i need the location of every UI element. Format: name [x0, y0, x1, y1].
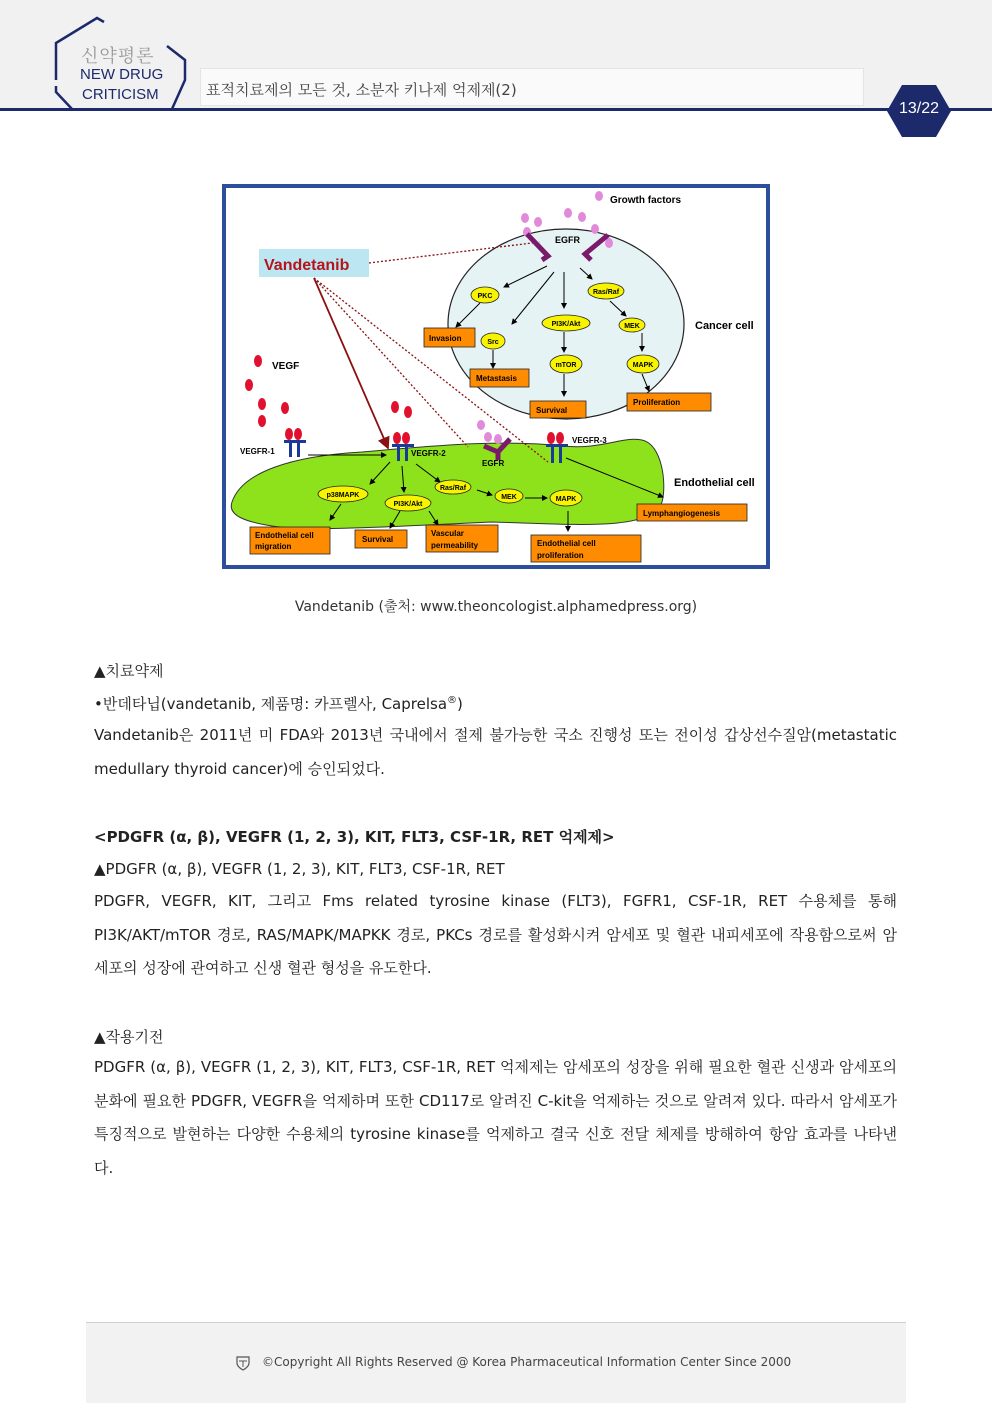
vandetanib-pathway-diagram — [222, 184, 770, 569]
egfr-bottom-label: EGFR — [482, 459, 505, 468]
section2-paragraph: PDGFR, VEGFR, KIT, 그리고 Fms related tyrosine kinase (FLT3), FGFR1, CSF-1R, RET 수용체를 통해 PI3K/AKT/mTOR 경로, RAS/MAPK/MAPKK 경로, PKCs 경로를 활성화시켜 암세포 및 혈관 내피세포에 작용함으로써 암세포의 성장에 관여하고 신생 혈관 형성을 유도한다. — [94, 892, 897, 977]
mapk-bottom-label: MAPK — [555, 496, 577, 503]
figure-caption: Vandetanib (출처: www.theoncologist.alphamedpress.org) — [294, 599, 698, 615]
vegfr1-label: VEGFR-1 — [240, 447, 275, 456]
section3-paragraph: PDGFR (α, β), VEGFR (1, 2, 3), KIT, FLT3, CSF-1R, RET 억제제는 암세포의 성장을 위해 필요한 혈관 신생과 암세포의 분화에 필요한 PDGFR, VEGFR을 억제하며 또한 CD117로 알려진 C-kit을 억제하는 것으로 알려져 있다. 따라서 암세포가 특징적으로 발현하는 다양한 수용체의 tyrosine kinase를 억제하고 결국 신호 전달 체제를 방해하여 항암 효과를 나타낸다. — [94, 1058, 898, 1177]
survival-bottom-label: Survival — [362, 535, 394, 544]
cancer-cell-label: Cancer cell — [695, 320, 754, 332]
mek-top-label: MEK — [624, 323, 640, 330]
vandetanib-label: Vandetanib — [264, 257, 350, 274]
section1-paragraph: Vandetanib은 2011년 미 FDA와 2013년 국내에서 절제 불가능한 국소 진행성 또는 전이성 갑상선수질암(metastatic medullary thyroid cancer)에 승인되었다. — [94, 726, 897, 778]
growth-factors-label: Growth factors — [610, 195, 682, 206]
ec-migration-label-1: Endothelial cell — [255, 531, 314, 540]
rasraf-top-label: Ras/Raf — [592, 289, 620, 296]
section1-drug-line — [94, 693, 463, 714]
src-label: Src — [487, 339, 499, 346]
pi3k-bottom-label: PI3K/Akt — [393, 501, 423, 508]
registered-mark: ® — [447, 695, 458, 706]
section2-title: <PDGFR (α, β), VEGFR (1, 2, 3), KIT, FLT3, CSF-1R, RET 억제제> — [94, 828, 615, 846]
page-number: 13/22 — [898, 100, 940, 117]
invasion-label: Invasion — [429, 334, 462, 343]
drug-line-suffix: ) — [457, 695, 463, 713]
ec-prolif-label-1: Endothelial cell — [537, 539, 596, 548]
drug-line-prefix: •반데타닙(vandetanib, 제품명: 카프렐사, Caprelsa — [94, 695, 448, 713]
p38mapk-label: p38MAPK — [326, 492, 360, 499]
logo-english-line2: CRITICISM — [82, 86, 159, 103]
rasraf-bottom-label: Ras/Raf — [439, 485, 467, 492]
egfr-top-label: EGFR — [555, 235, 581, 245]
proliferation-label: Proliferation — [633, 398, 681, 407]
section1-heading: ▲치료약제 — [94, 662, 164, 680]
header-title: 표적치료제의 모든 것, 소분자 키나제 억제제(2) — [206, 81, 517, 99]
endothelial-cell-label: Endothelial cell — [674, 477, 755, 489]
ec-prolif-label-2: proliferation — [537, 551, 584, 560]
section3-heading: ▲작용기전 — [94, 1028, 164, 1046]
footer-rule — [86, 1322, 906, 1323]
lymphangiogenesis-label: Lymphangiogenesis — [643, 509, 721, 518]
vascular-label-2: permeability — [431, 541, 479, 550]
vegfr3-label: VEGFR-3 — [572, 436, 607, 445]
section2-heading: ▲PDGFR (α, β), VEGFR (1, 2, 3), KIT, FLT3, CSF-1R, RET — [94, 860, 505, 878]
logo-korean: 신약평론 — [81, 46, 155, 67]
shield-crest-icon — [235, 1355, 251, 1371]
logo-english-line1: NEW DRUG — [80, 66, 164, 83]
mek-bottom-label: MEK — [501, 494, 517, 501]
vascular-label-1: Vascular — [431, 529, 464, 538]
mtor-label: mTOR — [555, 362, 577, 369]
survival-top-label: Survival — [536, 406, 568, 415]
ec-migration-label-2: migration — [255, 542, 292, 551]
vegfr2-label: VEGFR-2 — [411, 449, 446, 458]
mapk-top-label: MAPK — [632, 362, 654, 369]
vegf-label: VEGF — [272, 361, 300, 372]
footer-copyright: ©Copyright All Rights Reserved @ Korea Pharmaceutical Information Center Since 2000 — [262, 1355, 792, 1369]
pkc-label: PKC — [477, 293, 493, 300]
pi3k-top-label: PI3K/Akt — [551, 321, 581, 328]
metastasis-label: Metastasis — [476, 374, 517, 383]
